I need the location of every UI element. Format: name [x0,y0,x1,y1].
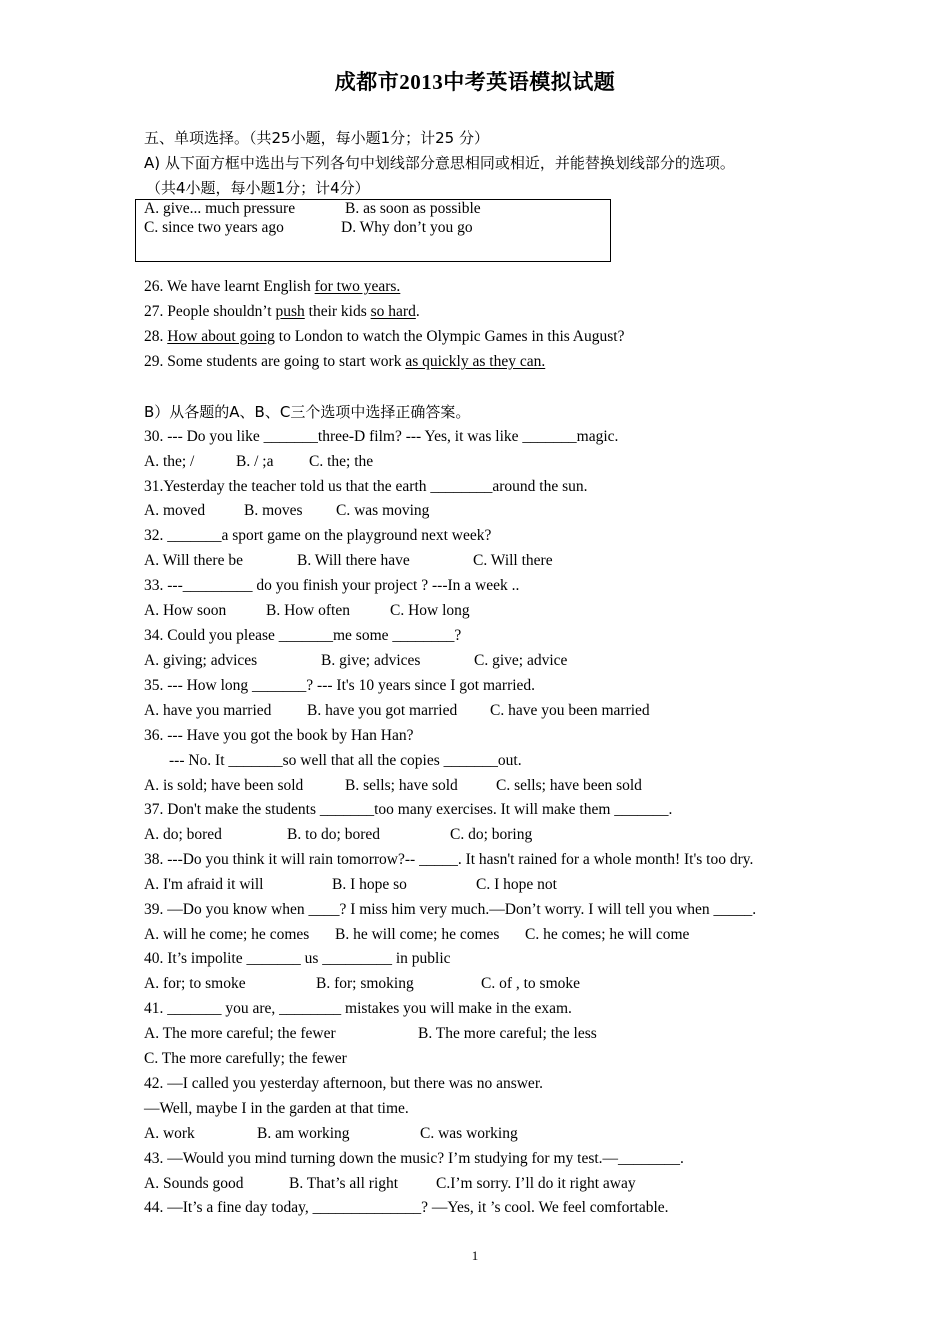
page-number: 1 [471,1248,479,1263]
option-b: B. The more careful; the less [418,1025,597,1042]
box-option-a: A. give... much pressure [144,200,296,217]
underlined-phrase: How about going [167,328,275,345]
option-a: A. the; / [144,453,195,470]
question-39: 39. —Do you know when ____? I miss him very much.—Don’t worry. I will tell you when _____. [144,901,757,918]
option-c: C. he comes; he will come [525,926,690,943]
question-43: 43. —Would you mind turning down the music? I’m studying for my test.—________. [144,1150,684,1167]
question-32-options [144,551,553,571]
option-a: A. for; to smoke [144,975,246,992]
option-c: C. was moving [336,502,430,519]
question-41-options [144,1024,597,1044]
option-b: B. have you got married [307,702,458,719]
option-a: A. Sounds good [144,1175,244,1192]
question-42-line-2: —Well, maybe I in the garden at that time. [144,1100,409,1117]
question-37: 37. Don't make the students _______too many exercises. It will make them _______. [144,801,673,818]
option-c: C. have you been married [490,702,650,719]
question-36-options [144,776,642,796]
question-44: 44. —It’s a fine day today, ______________? —Yes, it ’s cool. We feel comfortable. [144,1199,669,1216]
option-b: B. / ;a [236,453,274,470]
option-c: C. give; advice [474,652,568,669]
question-40-options [144,974,580,994]
option-a: A. giving; advices [144,652,258,669]
option-c: C. Will there [473,552,553,569]
box-option-b: B. as soon as possible [345,200,481,217]
box-option-d: D. Why don’t you go [341,219,473,236]
question-31: 31.Yesterday the teacher told us that the earth ________around the sun. [144,478,588,495]
option-b: B. he will come; he comes [335,926,500,943]
option-b: B. Will there have [297,552,410,569]
option-a: A. moved [144,502,206,519]
question-33-options [144,601,470,621]
underlined-phrase: so hard [370,303,416,320]
option-b: B. How often [266,602,350,619]
question-32: 32. _______a sport game on the playground next week? [144,527,492,544]
option-c: C.I’m sorry. I’ll do it right away [436,1175,636,1192]
box-option-c: C. since two years ago [144,219,284,236]
question-42-options [144,1124,518,1144]
question-34: 34. Could you please _______me some ________? [144,627,462,644]
option-c: C. of , to smoke [481,975,581,992]
option-b: B. give; advices [321,652,421,669]
option-a: A. work [144,1125,195,1142]
option-a: A. is sold; have been sold [144,777,304,794]
question-31-options [144,501,429,521]
option-a: A. have you married [144,702,272,719]
option-a: A. The more careful; the fewer [144,1025,336,1042]
option-b: B. am working [257,1125,350,1142]
box-row-1 [144,200,481,218]
page-title: 成都市2013中考英语模拟试题 [334,70,616,94]
box-row-2 [144,219,473,237]
question-26: 26. We have learnt English for two years. [144,278,401,295]
question-43-options [144,1174,636,1194]
question-38-options [144,875,557,895]
option-b: B. That’s all right [289,1175,399,1192]
option-c: C. I hope not [476,876,557,893]
option-b: B. for; smoking [316,975,414,992]
question-33: 33. ---_________ do you finish your project ? ---In a week .. [144,577,520,594]
question-38: 38. ---Do you think it will rain tomorrow?-- _____. It hasn't rained for a whole month! It's too dry. [144,851,754,868]
option-c: C. the; the [309,453,374,470]
option-b: B. to do; bored [287,826,380,843]
option-c: C. do; boring [450,826,533,843]
question-29: 29. Some students are going to start work as quickly as they can. [144,353,546,370]
option-c: C. sells; have been sold [496,777,642,794]
options-box [135,199,611,262]
option-c: C. How long [390,602,470,619]
option-b: B. I hope so [332,876,407,893]
question-27: 27. People shouldn’t push their kids so hard. [144,303,420,320]
underlined-phrase: for two years. [314,278,401,295]
question-37-options [144,825,532,845]
question-36: 36. --- Have you got the book by Han Han? [144,727,414,744]
question-39-options [144,925,689,945]
question-41: 41. _______ you are, ________ mistakes you will make in the exam. [144,1000,572,1017]
question-34-options [144,651,567,671]
section-heading: 五、单项选择。（共25小题，每小题1分；计25 分） [144,129,489,147]
question-41-option-c: C. The more carefully; the fewer [144,1050,347,1067]
part-a-scoring: （共4小题，每小题1分；计4分） [146,179,370,197]
question-35-options [144,701,650,721]
option-a: A. will he come; he comes [144,926,310,943]
underlined-phrase: push [275,303,305,320]
option-b: B. sells; have sold [345,777,458,794]
option-b: B. moves [244,502,303,519]
option-a: A. Will there be [144,552,243,569]
underlined-phrase: as quickly as they can. [405,353,546,370]
question-40: 40. It’s impolite _______ us _________ in public [144,950,451,967]
option-a: A. I'm afraid it will [144,876,264,893]
option-a: A. do; bored [144,826,222,843]
part-a-instruction: A) 从下面方框中选出与下列各句中划线部分意思相同或相近，并能替换划线部分的选项。 [144,154,735,172]
question-28: 28. How about going to London to watch the Olympic Games in this August? [144,328,625,345]
question-36-line-2: --- No. It _______so well that all the copies _______out. [169,752,522,769]
option-a: A. How soon [144,602,227,619]
question-30-options [144,452,373,472]
part-b-instruction: B）从各题的A、B、C三个选项中选择正确答案。 [144,403,471,421]
question-42: 42. —I called you yesterday afternoon, but there was no answer. [144,1075,543,1092]
option-c: C. was working [420,1125,518,1142]
question-35: 35. --- How long _______? --- It's 10 years since I got married. [144,677,536,694]
question-30: 30. --- Do you like _______three-D film? --- Yes, it was like _______magic. [144,428,619,445]
